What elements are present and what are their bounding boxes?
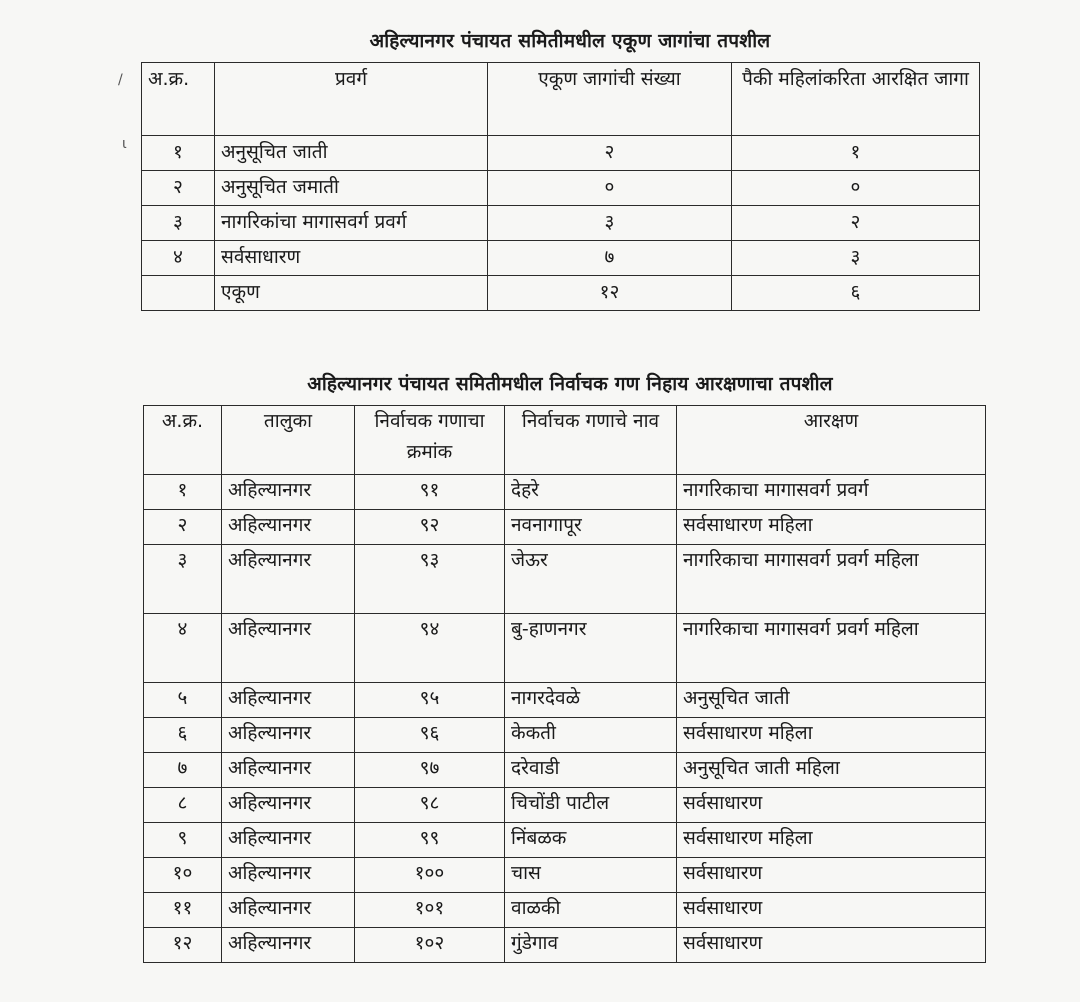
women-seats-cell: २ (732, 206, 980, 241)
reservation-cell: सर्वसाधारण महिला (677, 718, 986, 753)
gan-name-cell: देहरे (505, 475, 677, 510)
reservation-cell: सर्वसाधारण (677, 928, 986, 963)
serial-cell: २ (144, 510, 222, 545)
category-cell: अनुसूचित जमाती (215, 171, 488, 206)
detail-row (144, 823, 986, 858)
detail-row (144, 753, 986, 788)
gan-number-cell: १०२ (355, 928, 505, 963)
gan-number-cell: ९५ (355, 683, 505, 718)
gan-name-cell: नागरदेवळे (505, 683, 677, 718)
reservation-cell: अनुसूचित जाती महिला (677, 753, 986, 788)
detail-row (144, 475, 986, 510)
serial-cell: ८ (144, 788, 222, 823)
taluka-cell: अहिल्यानगर (222, 475, 355, 510)
gan-number-cell: ९२ (355, 510, 505, 545)
gan-number-cell: ९१ (355, 475, 505, 510)
header-women-seats: पैकी महिलांकरिता आरक्षित जागा (732, 63, 980, 136)
gan-number-cell: ९४ (355, 614, 505, 683)
detail-header-row (144, 406, 986, 475)
gan-name-cell: गुंडेगाव (505, 928, 677, 963)
reservation-cell: नागरिकाचा मागासवर्ग प्रवर्ग (677, 475, 986, 510)
women-seats-cell: १ (732, 136, 980, 171)
women-seats-cell: ३ (732, 241, 980, 276)
total-seats-cell: १२ (488, 276, 732, 311)
gan-name-cell: निंबळक (505, 823, 677, 858)
taluka-cell: अहिल्यानगर (222, 718, 355, 753)
serial-cell: ३ (144, 545, 222, 614)
header-serial: अ.क्र. (144, 406, 222, 475)
gan-name-cell: वाळकी (505, 893, 677, 928)
summary-row (142, 206, 980, 241)
gan-name-cell: केकती (505, 718, 677, 753)
detail-row (144, 545, 986, 614)
reservation-cell: सर्वसाधारण (677, 893, 986, 928)
gan-number-cell: ९७ (355, 753, 505, 788)
serial-cell: ४ (144, 614, 222, 683)
summary-table (141, 62, 980, 311)
gan-number-cell: ९८ (355, 788, 505, 823)
serial-cell: ७ (144, 753, 222, 788)
taluka-cell: अहिल्यानगर (222, 858, 355, 893)
gan-name-cell: जेऊर (505, 545, 677, 614)
serial-cell: ११ (144, 893, 222, 928)
taluka-cell: अहिल्यानगर (222, 788, 355, 823)
detail-row (144, 510, 986, 545)
scan-speck: / (118, 72, 123, 88)
total-seats-cell: ३ (488, 206, 732, 241)
gan-number-cell: ९९ (355, 823, 505, 858)
reservation-cell: अनुसूचित जाती (677, 683, 986, 718)
category-cell: अनुसूचित जाती (215, 136, 488, 171)
detail-table (143, 405, 986, 963)
serial-cell: ९ (144, 823, 222, 858)
taluka-cell: अहिल्यानगर (222, 545, 355, 614)
header-serial: अ.क्र. (142, 63, 215, 136)
taluka-cell: अहिल्यानगर (222, 893, 355, 928)
header-gan-name: निर्वाचक गणाचे नाव (505, 406, 677, 475)
total-seats-cell: २ (488, 136, 732, 171)
summary-row (142, 276, 980, 311)
serial-cell: ५ (144, 683, 222, 718)
gan-name-cell: नवनागापूर (505, 510, 677, 545)
detail-row (144, 928, 986, 963)
reservation-cell: सर्वसाधारण (677, 788, 986, 823)
detail-row (144, 893, 986, 928)
serial-cell: १० (144, 858, 222, 893)
reservation-cell: नागरिकाचा मागासवर्ग प्रवर्ग महिला (677, 614, 986, 683)
reservation-cell: नागरिकाचा मागासवर्ग प्रवर्ग महिला (677, 545, 986, 614)
women-seats-cell: ० (732, 171, 980, 206)
detail-table-title: अहिल्यानगर पंचायत समितीमधील निर्वाचक गण निहाय आरक्षणाचा तपशील (307, 373, 833, 395)
taluka-cell: अहिल्यानगर (222, 753, 355, 788)
serial-cell: ४ (142, 241, 215, 276)
summary-row (142, 171, 980, 206)
serial-cell: ६ (144, 718, 222, 753)
total-seats-cell: ० (488, 171, 732, 206)
taluka-cell: अहिल्यानगर (222, 614, 355, 683)
detail-row (144, 858, 986, 893)
gan-number-cell: ९६ (355, 718, 505, 753)
gan-name-cell: बु-हाणनगर (505, 614, 677, 683)
women-seats-cell: ६ (732, 276, 980, 311)
detail-row (144, 788, 986, 823)
summary-table-title: अहिल्यानगर पंचायत समितीमधील एकूण जागांचा तपशील (369, 30, 771, 52)
serial-cell: २ (142, 171, 215, 206)
category-cell: सर्वसाधारण (215, 241, 488, 276)
detail-row (144, 683, 986, 718)
taluka-cell: अहिल्यानगर (222, 683, 355, 718)
gan-number-cell: १०० (355, 858, 505, 893)
serial-cell: १ (142, 136, 215, 171)
total-seats-cell: ७ (488, 241, 732, 276)
reservation-cell: सर्वसाधारण महिला (677, 510, 986, 545)
gan-number-cell: १०१ (355, 893, 505, 928)
gan-name-cell: चिचोंडी पाटील (505, 788, 677, 823)
category-cell: नागरिकांचा मागासवर्ग प्रवर्ग (215, 206, 488, 241)
scan-speck: ɩ (122, 136, 127, 152)
header-reservation: आरक्षण (677, 406, 986, 475)
summary-row (142, 136, 980, 171)
serial-cell: १ (144, 475, 222, 510)
reservation-cell: सर्वसाधारण (677, 858, 986, 893)
serial-cell: ३ (142, 206, 215, 241)
serial-cell: १२ (144, 928, 222, 963)
gan-name-cell: दरेवाडी (505, 753, 677, 788)
reservation-cell: सर्वसाधारण महिला (677, 823, 986, 858)
serial-cell (142, 276, 215, 311)
detail-row (144, 614, 986, 683)
detail-row (144, 718, 986, 753)
header-taluka: तालुका (222, 406, 355, 475)
summary-header-row (142, 63, 980, 136)
header-gan-number: निर्वाचक गणाचा क्रमांक (355, 406, 505, 475)
summary-row (142, 241, 980, 276)
category-cell: एकूण (215, 276, 488, 311)
taluka-cell: अहिल्यानगर (222, 823, 355, 858)
taluka-cell: अहिल्यानगर (222, 928, 355, 963)
header-category: प्रवर्ग (215, 63, 488, 136)
gan-number-cell: ९३ (355, 545, 505, 614)
header-total-seats: एकूण जागांची संख्या (488, 63, 732, 136)
taluka-cell: अहिल्यानगर (222, 510, 355, 545)
gan-name-cell: चास (505, 858, 677, 893)
